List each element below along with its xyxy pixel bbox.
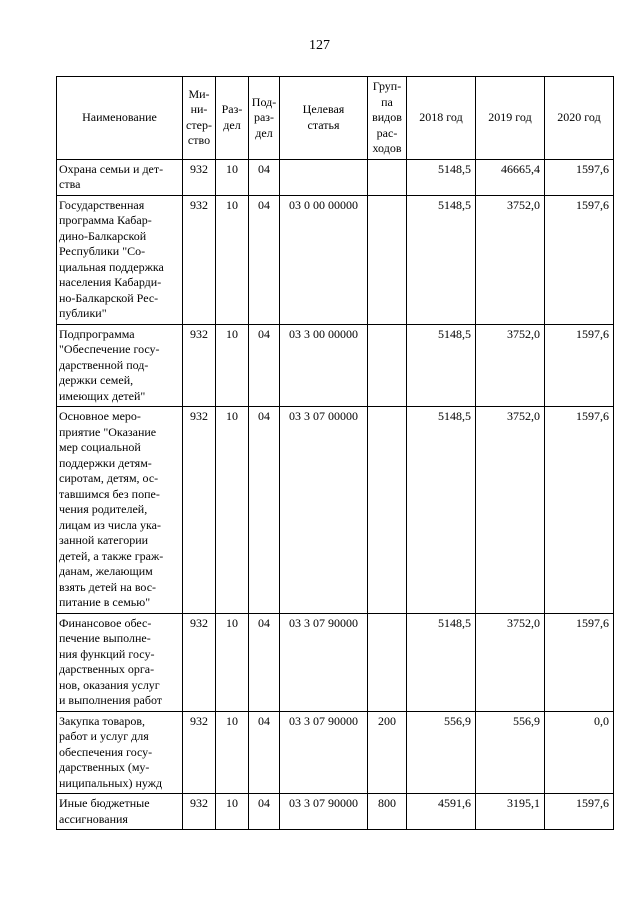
cell-ministry: 932: [183, 195, 216, 324]
header-2019: [476, 77, 545, 160]
cell-2020: 1597,6: [545, 195, 614, 324]
cell-name-line: взять детей на вос-: [59, 579, 157, 594]
cell-name-line: и выполнения работ: [59, 693, 163, 707]
cell-name: [57, 613, 183, 711]
cell-subsection: 04: [249, 159, 280, 195]
cell-group: [368, 324, 407, 407]
page-number: 127: [309, 38, 330, 53]
cell-name-line: мер социальной: [59, 440, 141, 454]
cell-name-line: публики": [59, 306, 107, 320]
table-row: [57, 324, 614, 407]
cell-section: 10: [216, 794, 249, 830]
header-line: ство: [187, 133, 211, 148]
header-2020: [545, 77, 614, 160]
cell-name-line: нов, оказания услуг: [59, 677, 160, 692]
cell-target: [280, 159, 368, 195]
cell-name-line: питание в семью": [59, 595, 151, 609]
table-header-row: [57, 77, 614, 160]
header-line: раз-: [253, 110, 275, 124]
cell-name: [57, 159, 183, 195]
cell-ministry: 932: [183, 711, 216, 794]
cell-group: [368, 407, 407, 614]
cell-name-line: приятие "Оказание: [59, 424, 157, 439]
cell-2020: 1597,6: [545, 794, 614, 830]
cell-2018: 5148,5: [407, 613, 476, 711]
cell-name-line: программа Кабар-: [59, 213, 152, 227]
cell-name-line: но-Балкарской Рес-: [59, 290, 159, 305]
cell-2020: 0,0: [545, 711, 614, 794]
cell-group: [368, 613, 407, 711]
cell-name: [57, 711, 183, 794]
header-line: дел: [223, 117, 241, 132]
cell-name-line: дарственных (му-: [59, 760, 150, 774]
header-name: [57, 77, 183, 160]
cell-2019: 3752,0: [476, 613, 545, 711]
cell-name: [57, 324, 183, 407]
cell-ministry: 932: [183, 794, 216, 830]
cell-name-line: Охрана семьи и дет-: [59, 161, 164, 176]
table-row: [57, 195, 614, 324]
cell-subsection: 04: [249, 613, 280, 711]
cell-ministry: 932: [183, 159, 216, 195]
cell-name-line: ния функций госу-: [59, 646, 155, 661]
header-ministry: [183, 77, 216, 160]
cell-2019: 3752,0: [476, 324, 545, 407]
cell-ministry: 932: [183, 324, 216, 407]
header-line: 2020 год: [557, 110, 601, 124]
cell-target: 03 3 07 00000: [280, 407, 368, 614]
cell-2019: 556,9: [476, 711, 545, 794]
cell-name-line: тавшимся без попе-: [59, 486, 160, 501]
cell-name-line: Финансовое обес-: [59, 615, 152, 630]
cell-name: [57, 794, 183, 830]
cell-name-line: Республики "Со-: [59, 244, 146, 258]
cell-name-line: сиротам, детям, ос-: [59, 471, 159, 485]
cell-name-line: дарственных орга-: [59, 662, 155, 676]
cell-ministry: 932: [183, 613, 216, 711]
cell-section: 10: [216, 159, 249, 195]
cell-2018: 556,9: [407, 711, 476, 794]
header-line: Груп-: [372, 79, 402, 93]
cell-name-line: Иные бюджетные: [59, 796, 150, 810]
header-line: Ми-: [188, 86, 210, 101]
cell-ministry: 932: [183, 407, 216, 614]
table-row: [57, 159, 614, 195]
cell-name-line: Подпрограмма: [59, 326, 135, 341]
cell-2019: 3752,0: [476, 195, 545, 324]
header-line: Под-: [251, 94, 277, 109]
header-line: 2018 год: [419, 110, 463, 124]
header-line: Целевая: [302, 102, 345, 117]
cell-name-line: данам, желающим: [59, 564, 153, 578]
cell-2020: 1597,6: [545, 159, 614, 195]
cell-group: 800: [368, 794, 407, 830]
cell-target: 03 0 00 00000: [280, 195, 368, 324]
cell-section: 10: [216, 613, 249, 711]
header-line: ходов: [372, 141, 402, 155]
cell-subsection: 04: [249, 195, 280, 324]
cell-subsection: 04: [249, 324, 280, 407]
header-line: Раз-: [221, 102, 243, 117]
cell-group: [368, 159, 407, 195]
budget-table: [56, 76, 614, 830]
cell-name: [57, 407, 183, 614]
header-line: стер-: [186, 117, 212, 132]
header-target: [280, 77, 368, 160]
cell-name-line: ассигнования: [59, 811, 128, 826]
header-line: рас-: [376, 125, 398, 140]
cell-group: 200: [368, 711, 407, 794]
cell-name-line: обеспечения госу-: [59, 744, 153, 759]
cell-name-line: циальная поддержка: [59, 259, 164, 274]
header-subsection: [249, 77, 280, 160]
header-line: дел: [255, 125, 273, 140]
cell-name-line: поддержки детям-: [59, 455, 152, 470]
cell-name-line: чения родителей,: [59, 502, 148, 516]
cell-name-line: занной категории: [59, 533, 149, 547]
table-body: [57, 159, 614, 830]
cell-section: 10: [216, 711, 249, 794]
cell-subsection: 04: [249, 407, 280, 614]
cell-target: 03 3 07 90000: [280, 613, 368, 711]
header-section: [216, 77, 249, 160]
cell-target: 03 3 07 90000: [280, 711, 368, 794]
cell-name-line: дарственной под-: [59, 357, 149, 372]
cell-name-line: лицам из числа ука-: [59, 517, 161, 532]
header-line: па: [381, 94, 393, 109]
cell-2018: 4591,6: [407, 794, 476, 830]
cell-2020: 1597,6: [545, 613, 614, 711]
cell-target: 03 3 00 00000: [280, 324, 368, 407]
cell-name-line: ства: [59, 177, 81, 191]
table-row: [57, 613, 614, 711]
cell-name-line: детей, а также граж-: [59, 548, 164, 563]
cell-subsection: 04: [249, 794, 280, 830]
header-line: 2019 год: [488, 110, 532, 124]
cell-name-line: населения Кабарди-: [59, 275, 162, 289]
cell-name-line: Государственная: [59, 197, 145, 212]
cell-section: 10: [216, 407, 249, 614]
cell-2020: 1597,6: [545, 324, 614, 407]
header-line: ни-: [190, 102, 208, 117]
cell-2018: 5148,5: [407, 407, 476, 614]
cell-name-line: Закупка товаров,: [59, 713, 145, 728]
cell-name: [57, 195, 183, 324]
cell-name-line: дино-Балкарской: [59, 228, 147, 243]
cell-2019: 3195,1: [476, 794, 545, 830]
header-line: Наименование: [82, 110, 157, 124]
cell-2020: 1597,6: [545, 407, 614, 614]
cell-name-line: держки семей,: [59, 373, 134, 387]
cell-2018: 5148,5: [407, 159, 476, 195]
cell-name-line: Основное меро-: [59, 409, 141, 423]
cell-2019: 46665,4: [476, 159, 545, 195]
table-row: [57, 794, 614, 830]
cell-name-line: ниципальных) нужд: [59, 775, 163, 790]
header-line: видов: [372, 110, 402, 124]
header-2018: [407, 77, 476, 160]
cell-name-line: работ и услуг для: [59, 729, 149, 743]
cell-section: 10: [216, 195, 249, 324]
cell-name-line: имеющих детей": [59, 388, 146, 403]
cell-2018: 5148,5: [407, 324, 476, 407]
table-row: [57, 711, 614, 794]
cell-target: 03 3 07 90000: [280, 794, 368, 830]
cell-subsection: 04: [249, 711, 280, 794]
cell-section: 10: [216, 324, 249, 407]
cell-2019: 3752,0: [476, 407, 545, 614]
cell-group: [368, 195, 407, 324]
cell-2018: 5148,5: [407, 195, 476, 324]
cell-name-line: печение выполне-: [59, 631, 151, 645]
cell-name-line: "Обеспечение госу-: [59, 342, 160, 356]
header-group: [368, 77, 407, 160]
table-row: [57, 407, 614, 614]
header-line: статья: [307, 117, 340, 132]
